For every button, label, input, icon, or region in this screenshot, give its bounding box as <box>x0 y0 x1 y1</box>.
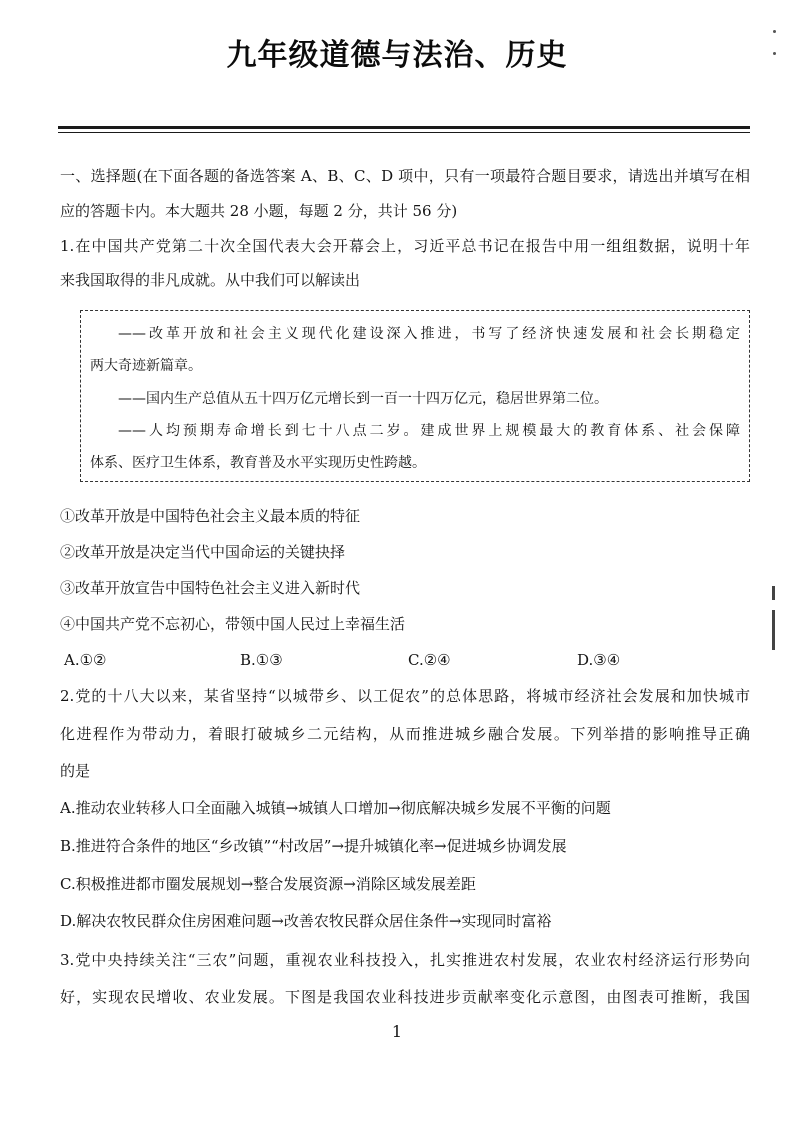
statement: ④中国共产党不忘初心，带领中国人民过上幸福生活 <box>60 615 406 633</box>
question-2-stem: 2.党的十八大以来，某省坚持“以城带乡、以工促农”的总体思路，将城市经济社会发展和加快城市 <box>60 687 750 705</box>
scan-dot <box>773 30 776 33</box>
statement: ①改革开放是中国特色社会主义最本质的特征 <box>60 507 361 525</box>
answer-option-a: A.①② <box>64 651 107 669</box>
question-3-stem: 好，实现农民增收、农业发展。下图是我国农业科技进步贡献率变化示意图，由图表可推断，我国 <box>60 988 750 1006</box>
answer-option-a: A.推动农业转移人口全面融入城镇→城镇人口增加→彻底解决城乡发展不平衡的问题 <box>60 799 611 817</box>
question-2-stem: 的是 <box>60 762 91 780</box>
section-instruction-line: 应的答题卡内。本大题共 28 小题，每题 2 分，共计 56 分) <box>60 202 458 220</box>
quote-line: ——改革开放和社会主义现代化建设深入推进，书写了经济快速发展和社会长期稳定 <box>118 326 740 342</box>
scan-mark <box>772 586 775 600</box>
answer-option-b: B.①③ <box>240 651 283 669</box>
section-instruction-line: 一、选择题(在下面各题的备选答案 A、B、C、D 项中，只有一项最符合题目要求，请选出并填写在相 <box>60 167 750 185</box>
quote-line: ——国内生产总值从五十四万亿元增长到一百一十四万亿元，稳居世界第二位。 <box>118 391 608 407</box>
question-1-stem: 1.在中国共产党第二十次全国代表大会开幕会上，习近平总书记在报告中用一组组数据，说明十年 <box>60 237 750 255</box>
answer-option-d: D.解决农牧民群众住房困难问题→改善农牧民群众居住条件→实现同时富裕 <box>60 912 552 930</box>
scan-dot <box>773 52 776 55</box>
quote-line: ——人均预期寿命增长到七十八点二岁。建成世界上规模最大的教育体系、社会保障 <box>118 423 740 439</box>
scan-mark <box>772 610 775 650</box>
answer-option-c: C.②④ <box>408 651 451 669</box>
question-1-stem: 来我国取得的非凡成就。从中我们可以解读出 <box>60 271 361 289</box>
answer-option-c: C.积极推进都市圈发展规划→整合发展资源→消除区域发展差距 <box>60 875 476 893</box>
quote-line: 两大奇迹新篇章。 <box>90 358 202 374</box>
question-3-stem: 3.党中央持续关注“三农”问题，重视农业科技投入，扎实推进农村发展，农业农村经济运行形势向 <box>60 951 750 969</box>
statement: ②改革开放是决定当代中国命运的关键抉择 <box>60 543 346 561</box>
quote-line: 体系、医疗卫生体系，教育普及水平实现历史性跨越。 <box>90 455 426 471</box>
answer-option-d: D.③④ <box>577 651 621 669</box>
page-title: 九年级道德与法治、历史 <box>226 38 568 73</box>
page-number: 1 <box>391 1022 403 1041</box>
statement: ③改革开放宣告中国特色社会主义进入新时代 <box>60 579 361 597</box>
answer-option-b: B.推进符合条件的地区“乡改镇”“村改居”→提升城镇化率→促进城乡协调发展 <box>60 837 567 855</box>
header-rule-thick <box>58 126 750 129</box>
header-rule-thin <box>58 132 750 133</box>
question-2-stem: 化进程作为带动力，着眼打破城乡二元结构，从而推进城乡融合发展。下列举措的影响推导正确 <box>60 725 750 743</box>
